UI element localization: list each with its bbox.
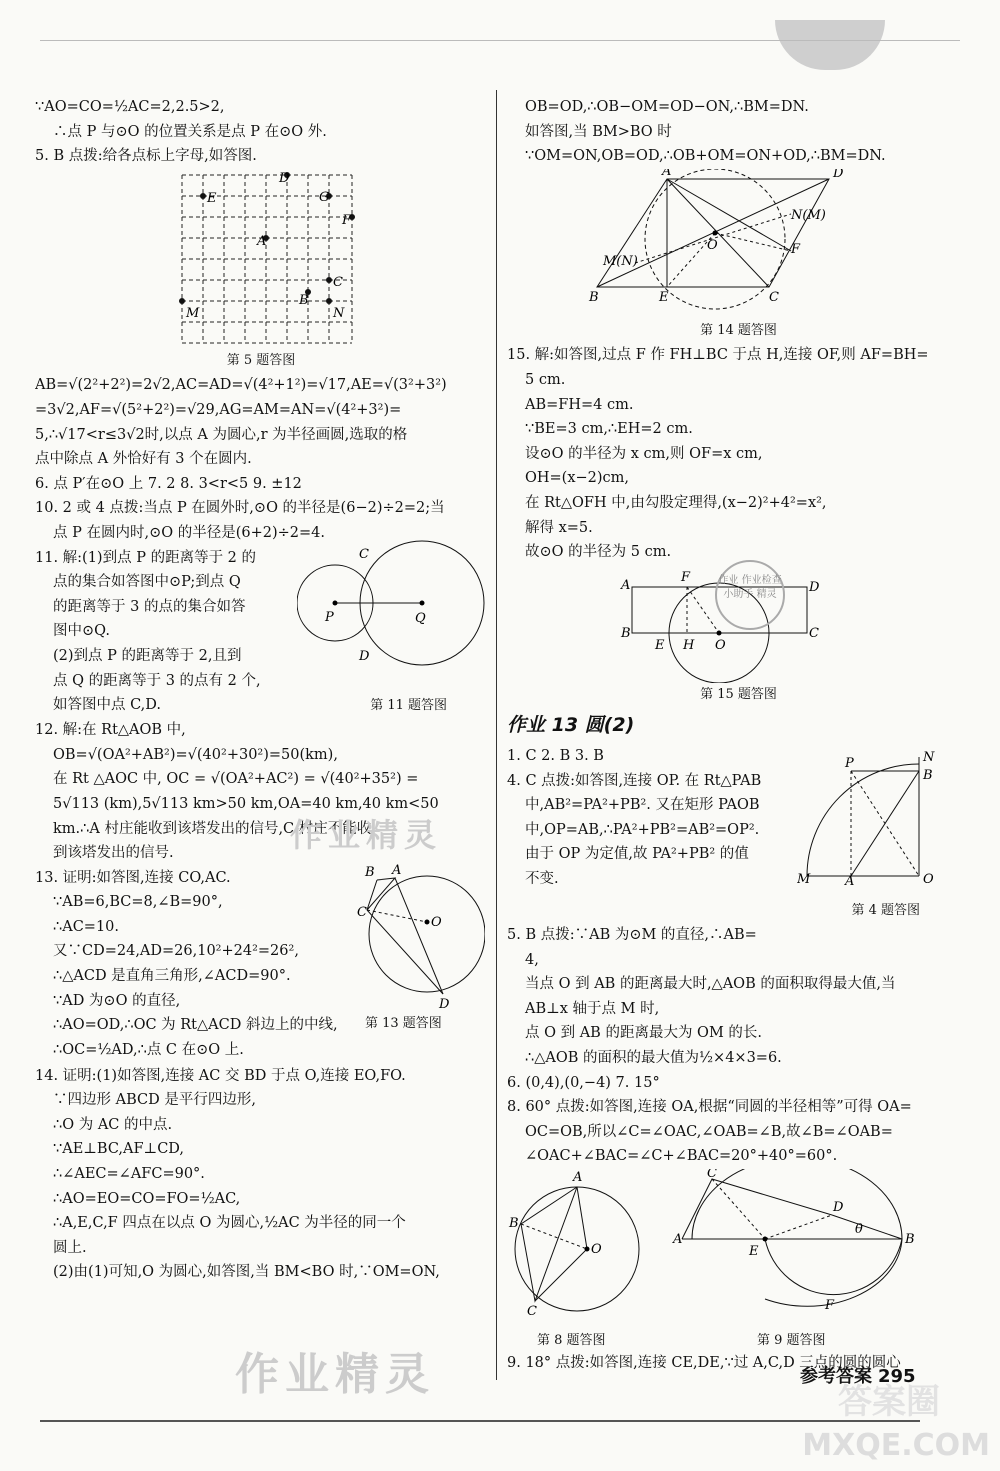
text-line: 点的集合如答图中⊙P;到点 Q xyxy=(53,574,241,591)
text-line: ∴AO=OD,∴OC 为 Rt△ACD 斜边上的中线, xyxy=(53,1017,338,1034)
answer-10: 10. 2 或 4 点拨:当点 P 在圆外时,⊙O 的半径是(6−2)÷2=2;当 xyxy=(35,500,445,517)
top-rule xyxy=(40,40,960,41)
left-column xyxy=(35,95,487,1285)
text-line: ∵AD 为⊙O 的直径, xyxy=(53,992,181,1009)
text-line: 5,∴√17<r≤3√2时,以点 A 为圆心,r 为半径画圆,选取的格 xyxy=(35,426,408,443)
text-line: AB=√(2²+2²)=2√2,AC=AD=√(4²+1²)=√17,AE=√(3²+3²) xyxy=(35,377,447,394)
text-line: ∠OAC+∠BAC=∠C+∠BAC=20°+40°=60°. xyxy=(525,1148,838,1165)
text-line: 不变. xyxy=(525,870,559,887)
text-line: 图中⊙Q. xyxy=(53,623,110,640)
text-line: ∴点 P 与⊙O 的位置关系是点 P 在⊙O 外. xyxy=(53,123,327,140)
svg-text:E: E xyxy=(659,289,669,305)
svg-text:D: D xyxy=(439,996,450,1009)
text-line: 到该塔发出的信号. xyxy=(53,845,174,862)
text-line: 故⊙O 的半径为 5 cm. xyxy=(525,544,672,561)
svg-text:O: O xyxy=(715,637,726,653)
text-line: OB=OD,∴OB−OM=OD−ON,∴BM=DN. xyxy=(525,99,809,115)
text-line: 圆上. xyxy=(53,1239,87,1256)
watermark-logo: 答案圈 xyxy=(838,1382,940,1422)
svg-text:B: B xyxy=(509,1216,519,1232)
figure-13 xyxy=(355,864,485,1009)
text-line: OH=(x−2)cm, xyxy=(525,470,630,487)
svg-text:D: D xyxy=(359,648,370,664)
svg-text:O: O xyxy=(431,914,442,930)
svg-text:D: D xyxy=(809,579,820,595)
text-line: 在 Rt △AOC 中, OC = √(OA²+AC²) = √(40²+35²) = xyxy=(53,771,419,788)
svg-text:θ: θ xyxy=(855,1222,863,1238)
svg-text:C: C xyxy=(359,546,369,562)
text-line: 点 Q 的距离等于 3 的点有 2 个, xyxy=(53,672,261,689)
caption-8: 第 8 题答图 xyxy=(537,1333,606,1349)
text-line: ∴△ACD 是直角三角形,∠ACD=90°. xyxy=(53,968,291,985)
watermark-url: MXQE.COM xyxy=(802,1428,990,1463)
text-line: AB=FH=4 cm. xyxy=(525,396,634,413)
text-line: 5 cm. xyxy=(525,371,566,388)
svg-text:P: P xyxy=(845,755,854,771)
answer-6-9: 6. 点 P′在⊙O 上 7. 2 8. 3<r<5 9. ±12 xyxy=(35,475,302,492)
text-line: OB=√(OA²+AB²)=√(40²+30²)=50(km), xyxy=(53,746,338,763)
text-line: ∵AE⊥BC,AF⊥CD, xyxy=(53,1141,185,1158)
point-N xyxy=(326,298,332,304)
text-line: 如答图,当 BM>BO 时 xyxy=(525,123,672,140)
bottom-rule xyxy=(40,1420,920,1422)
svg-text:Q: Q xyxy=(415,610,426,626)
text-line: ∴∠AEC=∠AFC=90°. xyxy=(53,1166,205,1183)
svg-text:A: A xyxy=(673,1232,683,1248)
page-number: 295 xyxy=(878,1366,916,1387)
svg-text:B: B xyxy=(923,767,933,783)
answer-14: 14. 证明:(1)如答图,连接 AC 交 BD 于点 O,连接 EO,FO. xyxy=(35,1067,406,1084)
answer-12: 12. 解:在 Rt△AOB 中, xyxy=(35,722,186,739)
right-column xyxy=(507,95,970,1376)
text-line: OC=OB,所以∠C=∠OAC,∠OAB=∠B,故∠B=∠OAB= xyxy=(525,1123,893,1140)
text-line: (2)由(1)可知,O 为圆心,如答图,当 BM<BO 时,∵OM=ON, xyxy=(53,1264,440,1281)
text-line: 在 Rt△OFH 中,由勾股定理得,(x−2)²+4²=x², xyxy=(525,494,827,511)
text-line: km.∴A 村庄能收到该塔发出的信号,C 村庄不能收 xyxy=(53,820,372,837)
text-line: ∵AO=CO=½AC=2,2.5>2, xyxy=(35,99,225,115)
svg-text:E: E xyxy=(749,1244,759,1260)
svg-text:G: G xyxy=(319,189,330,205)
figures-8-9 xyxy=(507,1169,970,1329)
watermark: 作业精灵 xyxy=(290,816,443,854)
text-line: ∴AO=EO=CO=FO=½AC, xyxy=(53,1190,241,1207)
svg-text:O: O xyxy=(707,237,718,253)
footer-label: 参考答案 xyxy=(800,1366,872,1387)
text-line: =3√2,AF=√(5²+2²)=√29,AG=AM=AN=√(4²+3²)= xyxy=(35,401,402,418)
text-line: 当点 O 到 AB 的距离最大时,△AOB 的面积取得最大值,当 xyxy=(525,976,896,993)
svg-text:P: P xyxy=(325,609,334,625)
svg-text:C: C xyxy=(769,289,779,305)
answer-5: 5. B 点拨:∵AB 为⊙M 的直径,∴AB= xyxy=(507,927,757,944)
text-line: 4. C 点拨:如答图,连接 OP. 在 Rt△PAB xyxy=(507,772,762,789)
svg-text:C: C xyxy=(809,625,819,641)
answer-5: 5. B 点拨:给各点标上字母,如答图. xyxy=(35,148,257,165)
svg-text:D: D xyxy=(833,1200,844,1216)
text-line: AB⊥x 轴于点 M 时, xyxy=(525,1000,660,1017)
svg-text:O: O xyxy=(923,871,934,886)
svg-text:C: C xyxy=(357,904,367,920)
svg-text:A: A xyxy=(257,233,267,249)
text-line: (2)到点 P 的距离等于 2,且到 xyxy=(53,647,242,664)
svg-text:D: D xyxy=(833,168,844,181)
text-line: 点中除点 A 外恰好有 3 个在圆内. xyxy=(35,451,252,468)
svg-text:E: E xyxy=(655,637,665,653)
svg-text:M(N): M(N) xyxy=(603,253,638,269)
watermark: 作业精灵 xyxy=(235,1349,435,1400)
answers-6-7: 6. (0,4),(0,−4) 7. 15° xyxy=(507,1074,660,1091)
svg-text:F: F xyxy=(791,241,801,257)
figure-5 xyxy=(35,169,487,349)
caption-15: 第 15 题答图 xyxy=(700,686,777,702)
svg-text:H: H xyxy=(683,637,695,653)
figure-14 xyxy=(507,169,970,319)
caption-13: 第 13 题答图 xyxy=(365,1015,442,1031)
caption-4: 第 4 题答图 xyxy=(851,902,920,918)
text-line: ∴△AOB 的面积的最大值为½×4×3=6. xyxy=(525,1050,782,1067)
parallelogram-figure xyxy=(507,169,970,319)
svg-text:M: M xyxy=(186,305,200,321)
corner-shade xyxy=(775,20,885,70)
answer-9: 9. 18° 点拨:如答图,连接 CE,DE,∵过 A,C,D 三点的圆的圆心 xyxy=(507,1355,901,1372)
text-line: 解得 x=5. xyxy=(525,519,593,536)
text-line: 如答图中点 C,D. xyxy=(53,697,162,714)
svg-text:F: F xyxy=(342,212,352,228)
text-line: 中,AB²=PA²+PB². 又在矩形 PAOB xyxy=(525,797,760,814)
svg-text:B: B xyxy=(905,1232,915,1248)
caption-14: 第 14 题答图 xyxy=(700,322,777,338)
text-line: 中,OP=AB,∴PA²+PB²=AB²=OP². xyxy=(525,821,760,838)
figure-11 xyxy=(297,536,487,671)
svg-text:N(M): N(M) xyxy=(791,207,826,223)
column-divider xyxy=(496,90,497,1380)
captions-8-9 xyxy=(507,1329,970,1351)
text-line: ∴A,E,C,F 四点在以点 O 为圆心,½AC 为半径的同一个 xyxy=(53,1215,406,1232)
svg-text:N: N xyxy=(333,305,345,321)
svg-text:C: C xyxy=(333,274,343,290)
caption-5: 第 5 题答图 xyxy=(226,352,296,368)
point-C xyxy=(326,277,332,283)
svg-text:B: B xyxy=(621,625,631,641)
text-line: ∴O 为 AC 的中点. xyxy=(53,1116,173,1133)
text-line: 11. 解:(1)到点 P 的距离等于 2 的 xyxy=(35,549,257,566)
svg-text:C: C xyxy=(707,1169,717,1182)
svg-text:B: B xyxy=(299,292,309,308)
svg-text:F: F xyxy=(825,1298,835,1314)
text-line: 点 P 在圆内时,⊙O 的半径是(6+2)÷2=4. xyxy=(53,524,326,541)
text-line: 又∵CD=24,AD=26,10²+24²=26², xyxy=(53,943,299,960)
answers-1-3: 1. C 2. B 3. B xyxy=(507,747,604,764)
svg-text:A: A xyxy=(845,873,855,886)
text-line: 4, xyxy=(525,951,539,968)
text-line: 5√113 (km),5√113 km>50 km,OA=40 km,40 km<50 xyxy=(53,795,439,812)
svg-text:B: B xyxy=(589,289,599,305)
svg-text:O: O xyxy=(591,1242,602,1258)
svg-text:C: C xyxy=(527,1304,537,1320)
text-line: ∵OM=ON,OB=OD,∴OB+OM=ON+OD,∴BM=DN. xyxy=(525,148,886,165)
circle-figures xyxy=(507,1169,970,1329)
svg-text:A: A xyxy=(662,168,672,179)
answer-8: 8. 60° 点拨:如答图,连接 OA,根据“同圆的半径相等”可得 OA= xyxy=(507,1099,912,1116)
caption-11: 第 11 题答图 xyxy=(370,697,447,713)
text-line: ∵BE=3 cm,∴EH=2 cm. xyxy=(525,421,693,438)
svg-text:A: A xyxy=(621,577,631,593)
answer-15: 15. 解:如答图,过点 F 作 FH⊥BC 于点 H,连接 OF,则 AF=BH= xyxy=(507,347,929,364)
svg-text:M: M xyxy=(797,871,811,886)
text-line: 设⊙O 的半径为 x cm,则 OF=x cm, xyxy=(525,445,763,462)
svg-text:D: D xyxy=(279,170,290,186)
text-line: 由于 OP 为定值,故 PA²+PB² 的值 xyxy=(525,846,749,863)
svg-text:A: A xyxy=(392,863,402,878)
text-line: ∴AC=10. xyxy=(53,918,120,935)
svg-text:F: F xyxy=(681,569,691,585)
svg-text:N: N xyxy=(923,750,935,765)
text-line: ∵AB=6,BC=8,∠B=90°, xyxy=(53,894,223,911)
figure-4 xyxy=(797,751,947,886)
text-line: 点 O 到 AB 的距离最大为 OM 的长. xyxy=(525,1025,763,1042)
answer-13 xyxy=(35,863,487,1064)
svg-text:E: E xyxy=(207,190,217,206)
caption-9: 第 9 题答图 xyxy=(757,1333,826,1349)
text-line: 13. 证明:如答图,连接 CO,AC. xyxy=(35,869,231,886)
section-title: 作业 13 圆(2) xyxy=(507,714,635,737)
text-line: ∵四边形 ABCD 是平行四边形, xyxy=(53,1092,256,1109)
text-line: 的距离等于 3 的点的集合如答 xyxy=(53,598,246,615)
stamp: 作业 作业检查小助手 精灵 xyxy=(715,560,785,630)
text-line: ∴OC=½AD,∴点 C 在⊙O 上. xyxy=(53,1041,244,1058)
grid-figure xyxy=(35,169,487,349)
point-M xyxy=(179,298,185,304)
svg-text:A: A xyxy=(573,1170,583,1186)
svg-text:B: B xyxy=(365,864,375,880)
point-E xyxy=(200,193,206,199)
